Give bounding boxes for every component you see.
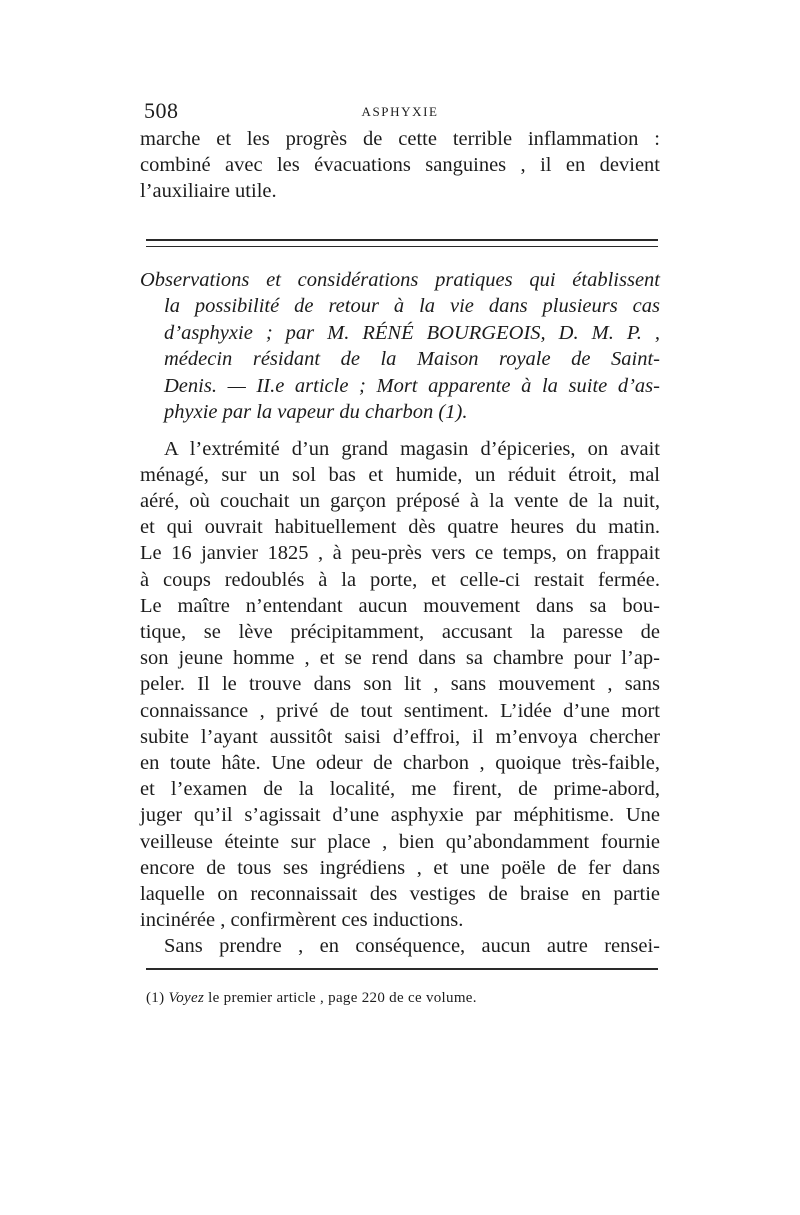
text-line: A l’extrémité d’un grand magasin d’épiceries, on avait <box>164 437 660 460</box>
footnote-number: (1) <box>146 989 165 1006</box>
article-title <box>140 267 660 426</box>
title-line: phyxie par la vapeur du charbon (1). <box>164 401 468 424</box>
text-line: marche et les progrès de cette terrible inflammation : <box>140 128 660 150</box>
text-line: à coups redoublés à la porte, et celle-ci restait fermée. <box>140 568 660 591</box>
text-line: laquelle on reconnaissait des vestiges de braise en partie <box>140 883 660 906</box>
text-line: Le maître n’entendant aucun mouvement dans sa bou- <box>140 594 660 617</box>
text-line: veilleuse éteinte sur place , bien qu’abondamment fournie <box>140 830 660 853</box>
footnote-ref-word: Voyez <box>168 989 205 1006</box>
title-line: Observations et considérations pratiques qui établissent <box>140 268 660 291</box>
text-line: encore de tous ses ingrédiens , et une poële de fer dans <box>140 856 660 879</box>
text-line: peler. Il le trouve dans son lit , sans mouvement , sans <box>140 673 660 696</box>
title-line: médecin résidant de la Maison royale de Saint- <box>164 348 660 371</box>
text-line: aéré, où couchait un garçon préposé à la vente de la nuit, <box>140 490 660 513</box>
footnote-divider <box>146 968 658 970</box>
text-line: subite l’ayant aussitôt saisi d’effroi, il m’envoya chercher <box>140 725 660 748</box>
running-head: ASPHYXIE <box>361 104 439 119</box>
page-number: 508 <box>144 98 179 123</box>
text-line: combiné avec les évacuations sanguines , il en devient <box>140 154 660 177</box>
page-header <box>140 96 660 126</box>
text-line: et l’examen de la localité, me firent, de prime-abord, <box>140 778 660 801</box>
title-line: la possibilité de retour à la vie dans plusieurs cas <box>164 295 660 318</box>
footnote <box>140 990 660 1007</box>
text-line: son jeune homme , et se rend dans sa chambre pour l’ap- <box>140 647 660 670</box>
text-line: juger qu’il s’agissait d’une asphyxie par méphitisme. Une <box>140 804 660 827</box>
text-line: ménagé, sur un sol bas et humide, un réduit étroit, mal <box>140 463 660 486</box>
intro-paragraph <box>140 126 660 205</box>
article-body <box>140 436 660 960</box>
text-line: Sans prendre , en conséquence, aucun autre rensei- <box>164 935 660 958</box>
text-line: connaissance , privé de tout sentiment. L’idée d’une mort <box>140 699 660 722</box>
text-line: Le 16 janvier 1825 , à peu-près vers ce temps, on frappait <box>140 542 660 565</box>
title-line: Denis. — II.e article ; Mort apparente à la suite d’as- <box>164 374 660 397</box>
footnote-text: le premier article , page 220 de ce volume. <box>208 989 477 1006</box>
text-line: incinérée , confirmèrent ces inductions. <box>140 909 464 932</box>
section-divider <box>146 239 658 247</box>
text-line: et qui ouvrait habituellement dès quatre heures du matin. <box>140 516 660 539</box>
title-line: d’asphyxie ; par M. RÉNÉ BOURGEOIS, D. M. P. , <box>164 321 660 344</box>
text-line: tique, se lève précipitamment, accusant la paresse de <box>140 621 660 644</box>
text-line: l’auxiliaire utile. <box>140 180 277 203</box>
book-page <box>140 96 660 1007</box>
text-line: en toute hâte. Une odeur de charbon , quoique très-faible, <box>140 752 660 775</box>
